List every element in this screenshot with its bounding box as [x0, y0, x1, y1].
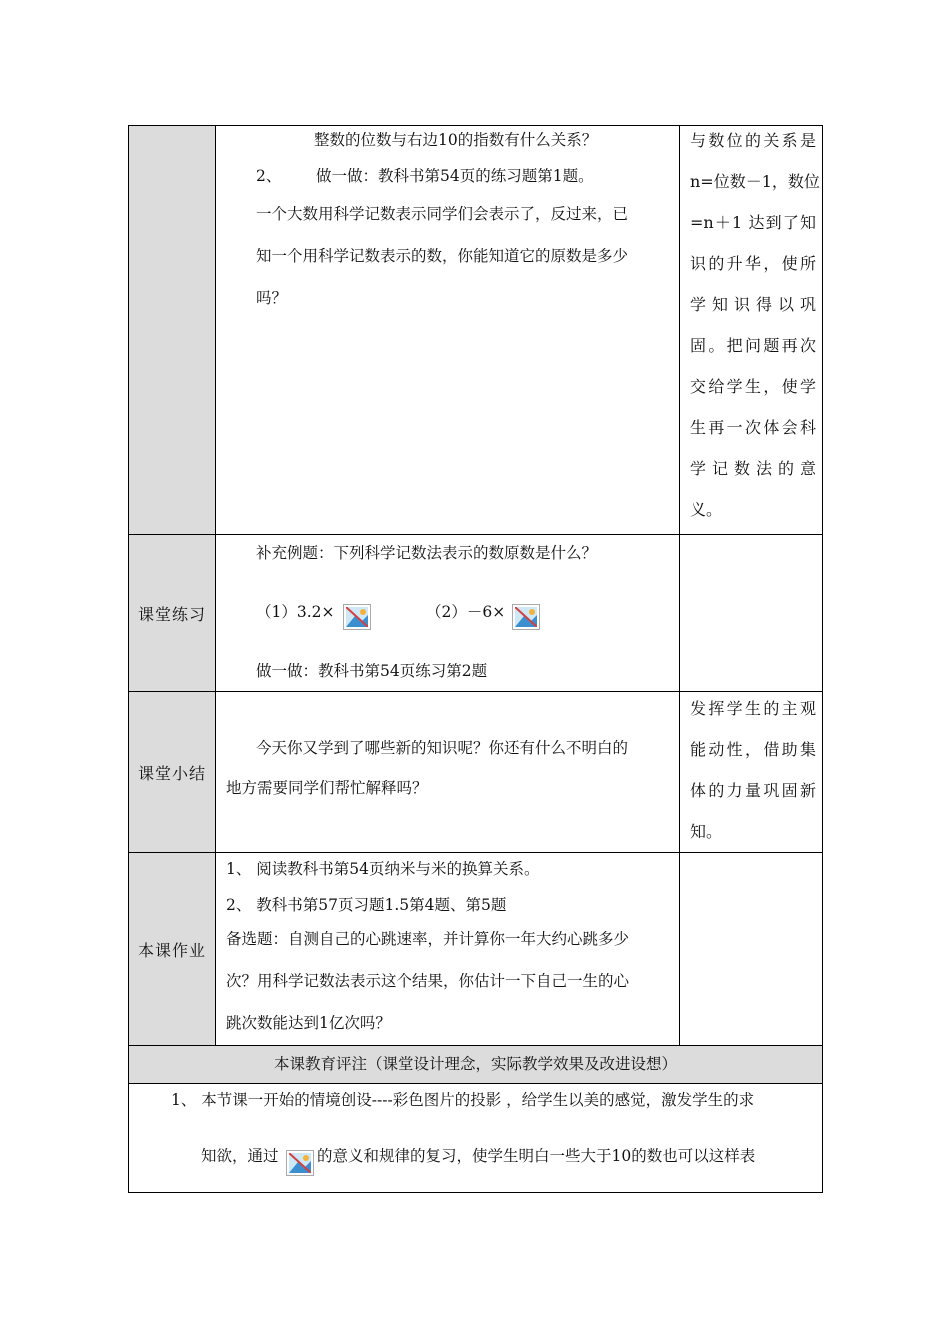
text-line: 做一做：教科书第54页练习第2题 [256, 662, 488, 680]
text-line: 一个大数用科学记数表示同学们会表示了，反过来，已 [256, 205, 629, 223]
list-number: 2、 [256, 167, 282, 185]
text-line: 1、 阅读教科书第54页纳米与米的换算关系。 [226, 860, 540, 878]
content-cell [216, 535, 680, 691]
row-label: 本课作业 [129, 853, 216, 1045]
content-cell [216, 692, 680, 852]
row-label-empty [129, 126, 216, 534]
text-line: 跳次数能达到1亿次吗？ [226, 1014, 391, 1032]
note-cell [680, 692, 822, 852]
text-line: 知欲，通过 [201, 1147, 279, 1165]
text-line: 做一做：教科书第54页的练习题第1题。 [316, 167, 594, 185]
missing-image-icon [512, 604, 540, 630]
row-label: 课堂练习 [129, 535, 216, 691]
table-row [128, 125, 823, 534]
table-row [128, 852, 823, 1045]
content-cell [216, 126, 680, 534]
note-cell [680, 535, 822, 691]
table-row [128, 534, 823, 691]
text-line: 2、 教科书第57页习题1.5第4题、第5题 [226, 896, 507, 914]
missing-image-icon [343, 604, 371, 630]
note-cell [680, 126, 822, 534]
text-line: 补充例题：下列科学记数法表示的数原数是什么？ [256, 544, 598, 562]
text-line: 今天你又学到了哪些新的知识呢？你还有什么不明白的 [256, 739, 629, 757]
text-line: 备选题：自测自己的心跳速率，并计算你一年大约心跳多少 [226, 930, 630, 948]
text-line: 知一个用科学记数表示的数，你能知道它的原数是多少 [256, 247, 629, 265]
text-line: 整数的位数与右边10的指数有什么关系？ [314, 131, 598, 149]
text-line: 的意义和规律的复习，使学生明白一些大于10的数也可以这样表 [317, 1147, 756, 1165]
design-note: 发挥学生的主观 能动性，借助集 体的力量巩固新 知。 [690, 699, 816, 841]
exercise-item: （2）－6× [426, 603, 506, 621]
design-note: 与数位的关系是 n=位数－1，数位 =n＋1 达到了知 识的升华，使所 学 知 识 得 以 巩 固。把问题再次 交给学生，使学 生再一次体会科 学 记 数 法 的 意 义。 [690, 131, 820, 519]
exercise-item: （1）3.2× [256, 603, 335, 621]
missing-image-icon [286, 1150, 314, 1176]
note-cell [680, 853, 822, 1045]
table-row [128, 691, 823, 852]
row-label: 课堂小结 [129, 692, 216, 852]
text-line: 地方需要同学们帮忙解释吗？ [226, 779, 428, 797]
content-cell [216, 853, 680, 1045]
text-line: 次？用科学记数法表示这个结果，你估计一下自己一生的心 [226, 972, 630, 990]
commentary-header: 本课教育评注（课堂设计理念，实际教学效果及改进设想） [273, 1055, 677, 1073]
commentary-body-row [128, 1083, 823, 1193]
lesson-plan-table [128, 125, 823, 1193]
text-line: 吗？ [256, 289, 288, 307]
text-line: 1、 本节课一开始的情境创设----彩色图片的投影 ，给学生以美的感觉，激发学生的求 [171, 1091, 755, 1109]
commentary-header-row [128, 1045, 823, 1083]
